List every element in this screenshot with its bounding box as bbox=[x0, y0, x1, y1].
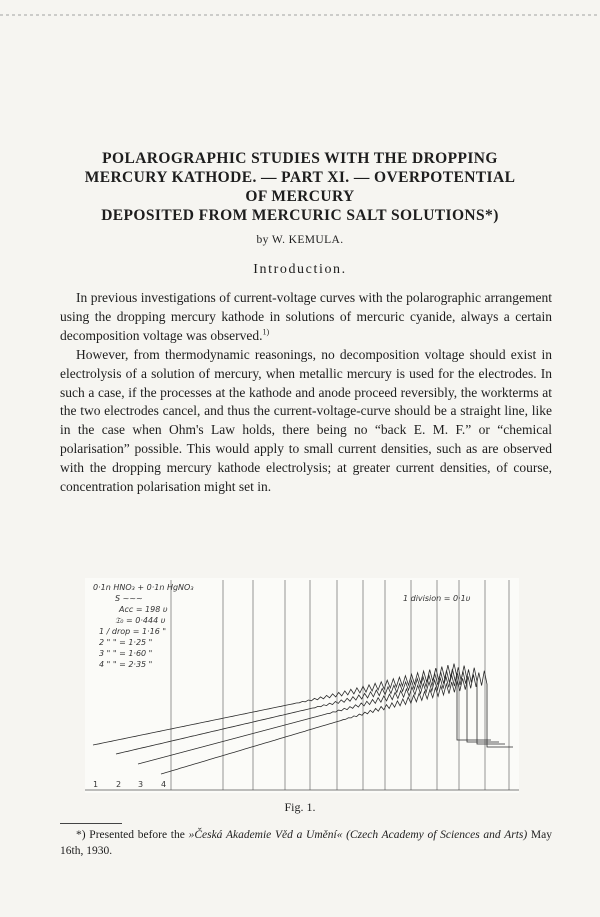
footnote-marker: *) Presented before the bbox=[76, 829, 185, 841]
section-heading: Introduction. bbox=[253, 262, 347, 277]
annotation-drop-2: 2 " " = 1·25 " bbox=[99, 638, 153, 647]
division-note: 1 division = 0·1υ bbox=[403, 594, 471, 603]
reference-marker: 1) bbox=[262, 327, 270, 337]
curve-label-3: 3 bbox=[138, 780, 144, 789]
body-text bbox=[60, 289, 552, 497]
curve-label-1: 1 bbox=[93, 780, 99, 789]
top-edge-dots bbox=[0, 14, 600, 16]
annotation-acc: Acc = 198 υ bbox=[119, 605, 168, 614]
annotation-potential: 𝔗₀ = 0·444 υ bbox=[115, 616, 166, 625]
annotation-drop-3: 3 " " = 1·60 " bbox=[99, 649, 153, 658]
annotation-solution: 0·1n HNO₃ + 0·1n HgNO₃ bbox=[93, 583, 194, 592]
author-byline: by W. KEMULA. bbox=[256, 234, 344, 246]
footnote bbox=[60, 828, 552, 859]
title-line-4: DEPOSITED FROM MERCURIC SALT SOLUTIONS*) bbox=[101, 207, 499, 224]
title-line-2: MERCURY KATHODE. — PART XI. — OVERPOTENTIAL bbox=[84, 169, 516, 186]
footnote-tail: May 16th, 1930. bbox=[60, 829, 553, 857]
annotation-sensitivity: S ~~~ bbox=[115, 594, 143, 603]
paragraph-1 bbox=[60, 289, 552, 346]
paragraph-1-text: In previous investigations of current-voltage curves with the polarographic arrangement using the dropping mercury kathode in solutions of mercuric cyanide, always a certain decomposition voltage was observed. bbox=[60, 290, 552, 343]
title-line-1: POLAROGRAPHIC STUDIES WITH THE DROPPING bbox=[102, 150, 498, 167]
polarogram-image bbox=[85, 578, 519, 793]
title-line-3: OF MERCURY bbox=[245, 188, 355, 205]
annotation-drop-4: 4 " " = 2·35 " bbox=[99, 660, 153, 669]
footnote-rule bbox=[60, 823, 122, 824]
figure-polarogram bbox=[85, 578, 519, 793]
curve-label-4: 4 bbox=[161, 780, 167, 789]
paragraph-2-text: However, from thermodynamic reasonings, no decomposition voltage should exist in electrolysis of a solution of mercury, when metallic mercury is used for the electrodes. In such a case, if the processes at the kathode and anode proceed reversibly, the workterms at the two electrodes cancel, and thus the current-voltage-curve should be a straight line, like in the case when Ohm's Law holds, there being no “back E. M. F.” or “chemical polarisation” possible. This would apply to small current densities, such as are observed with the dropping mercury kathode electrolysis; at greater current densities, of course, concentration polarisation might set in. bbox=[60, 346, 552, 495]
paragraph-2 bbox=[60, 346, 552, 497]
figure-caption: Fig. 1. bbox=[284, 800, 316, 814]
paper-title bbox=[40, 149, 560, 225]
footnote-italic: »Česká Akademie Věd a Umění« (Czech Academy of Sciences and Arts) bbox=[188, 829, 528, 841]
annotation-drop-1: 1 / drop = 1·16 " bbox=[99, 627, 167, 636]
curve-label-2: 2 bbox=[116, 780, 122, 789]
